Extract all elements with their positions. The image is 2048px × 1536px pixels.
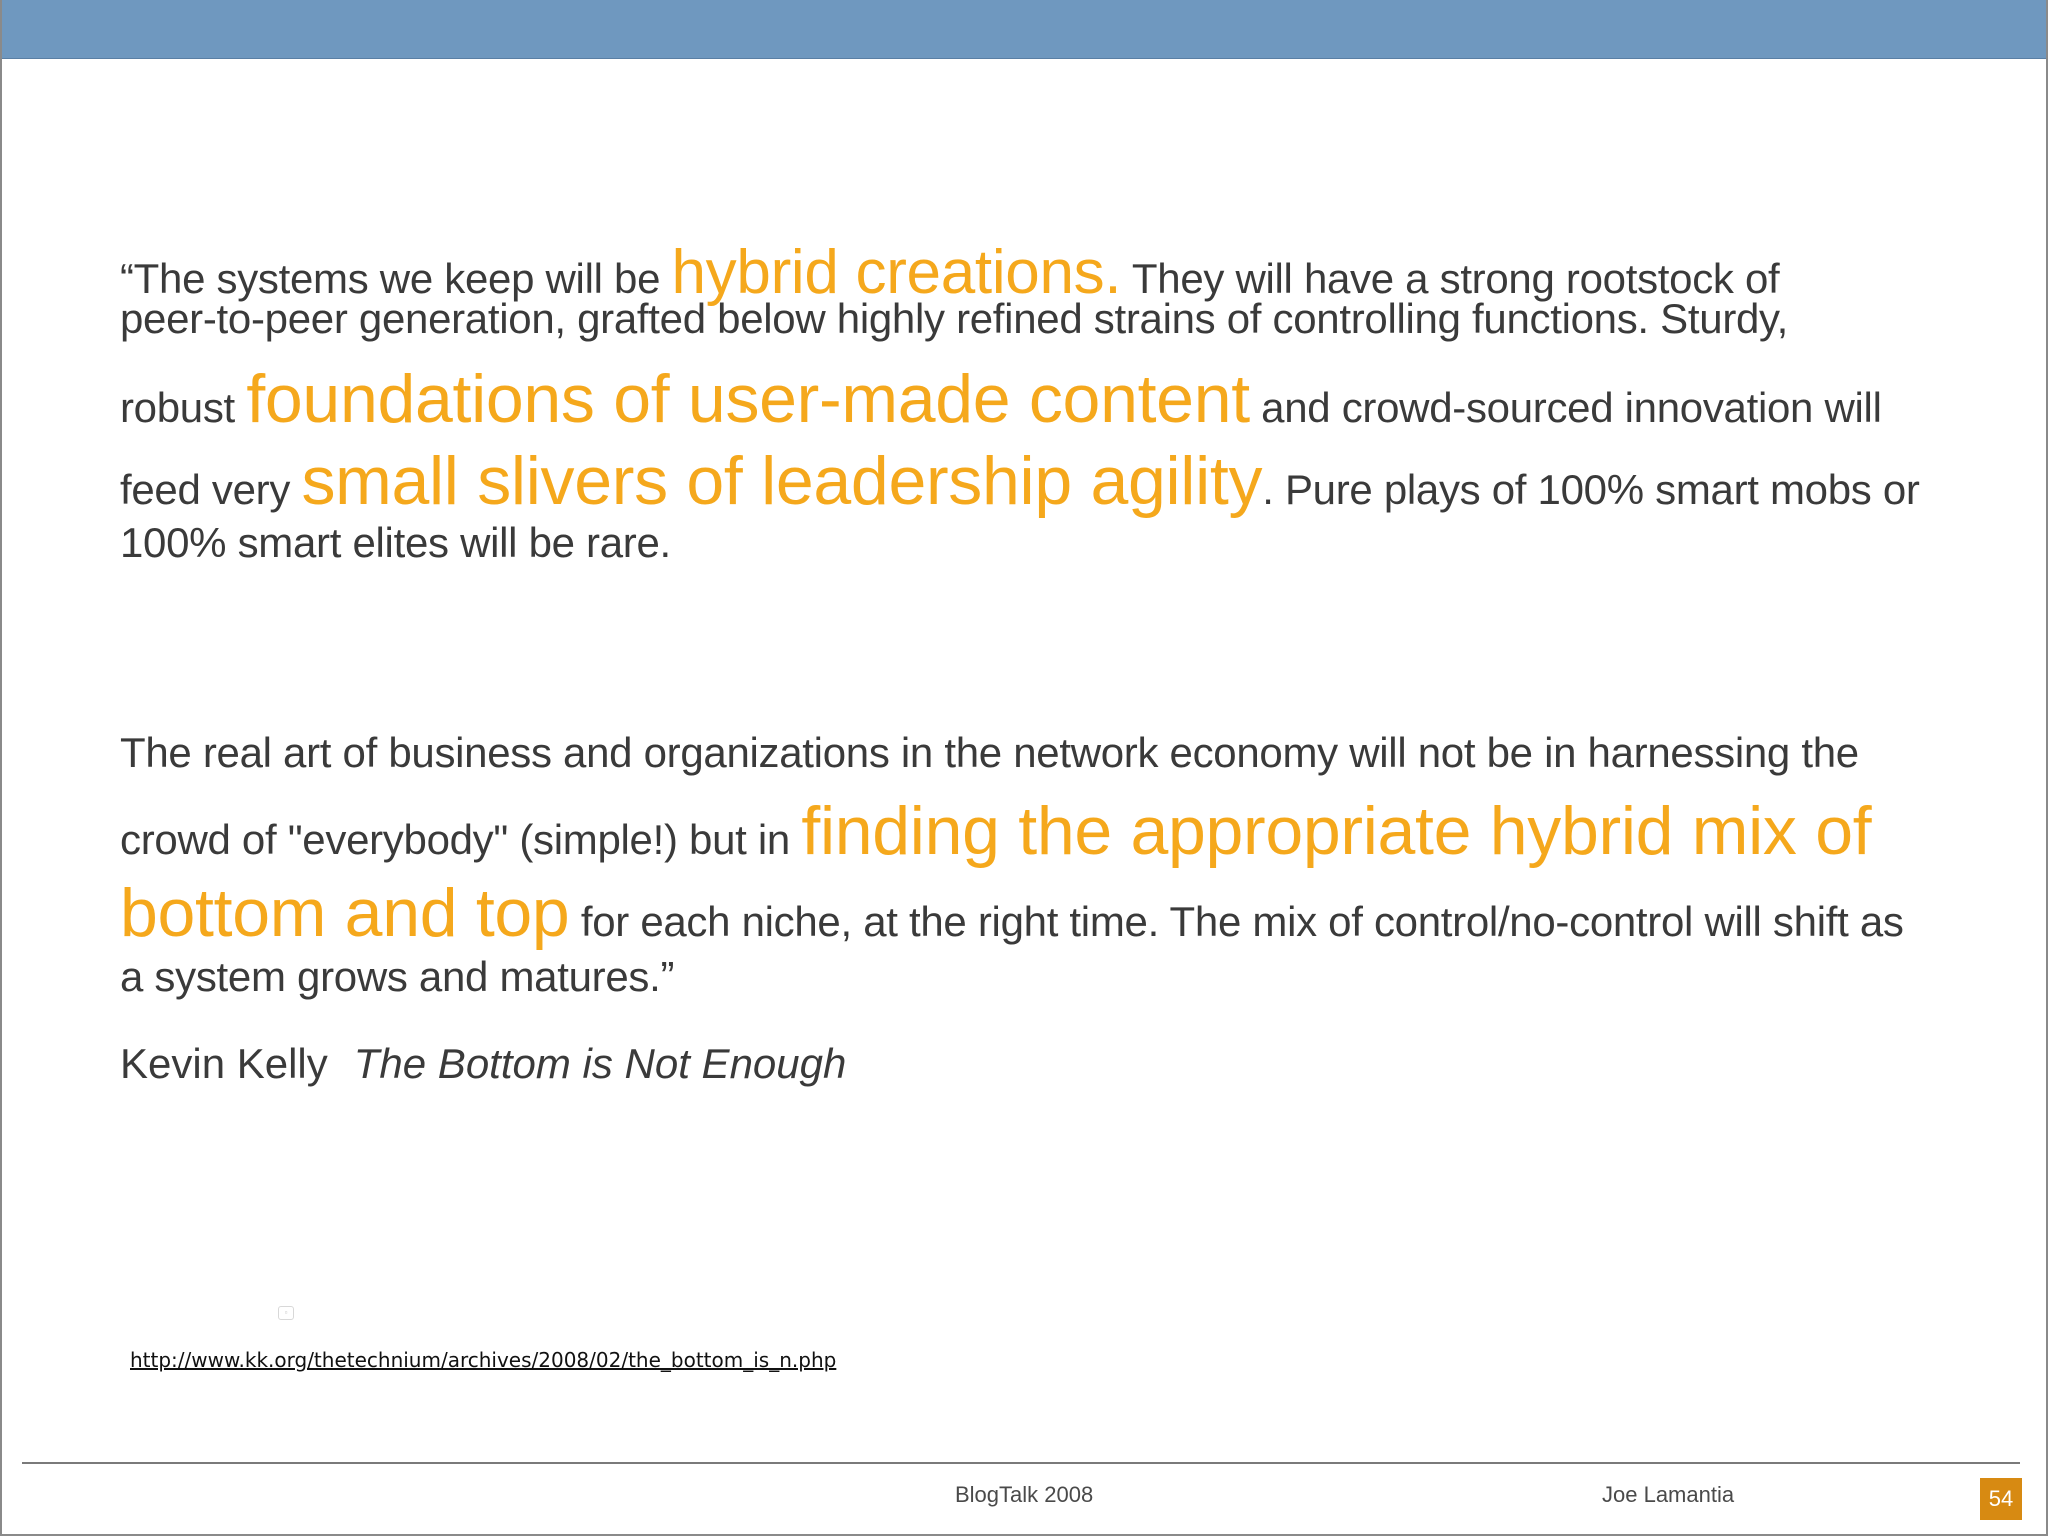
quote-line	[120, 864, 2020, 951]
attribution	[120, 1040, 846, 1088]
quote-line	[120, 430, 2020, 519]
footer-divider	[22, 1462, 2020, 1464]
source-link[interactable]: http://www.kk.org/thetechnium/archives/2008/02/the_bottom_is_n.php	[130, 1348, 837, 1372]
footer-presenter: Joe Lamantia	[1602, 1482, 1735, 1507]
page-number-badge: 54	[1980, 1478, 2022, 1520]
author-name: Kevin Kelly	[120, 1040, 328, 1087]
quote-text: . Pure plays of 100% smart mobs or	[1262, 466, 1920, 513]
quote-text: for each niche, at the right time. The mix of control/no-control will shift as	[569, 898, 1904, 945]
quote-text: and crowd-sourced innovation will	[1249, 384, 1882, 431]
quote-text: They will have a strong rootstock of	[1121, 255, 1780, 302]
quote-text: 100% smart elites will be rare.	[120, 519, 671, 566]
highlight-phrase: hybrid creations.	[671, 238, 1122, 307]
footer-event: BlogTalk 2008	[955, 1482, 1094, 1507]
quote-line	[120, 228, 2020, 307]
quote-text: “The systems we keep will be	[120, 255, 672, 302]
highlight-phrase: foundations of user-made content	[246, 361, 1250, 437]
quote-text: feed very	[120, 466, 302, 513]
quote-text: The real art of business and organizations in the network economy will not be in harnessing the	[120, 729, 1859, 776]
quote-line	[120, 722, 2020, 782]
quote-paragraph-2	[120, 722, 2020, 1002]
quote-line	[120, 782, 2020, 869]
highlight-phrase: small slivers of leadership agility	[301, 443, 1263, 519]
quote-line	[120, 512, 2020, 568]
quote-line	[120, 288, 2020, 348]
quote-line	[120, 348, 2020, 437]
quote-text: peer-to-peer generation, grafted below highly refined strains of controlling functions. Sturdy,	[120, 295, 1789, 342]
highlight-phrase: bottom and top	[120, 875, 570, 951]
quote-line	[120, 946, 2020, 1002]
quote-text: a system grows and matures.”	[120, 953, 675, 1000]
highlight-phrase: finding the appropriate hybrid mix of	[801, 793, 1872, 869]
placeholder-icon: ▫	[278, 1306, 294, 1320]
header-bar	[2, 0, 2048, 59]
quote-text: crowd of "everybody" (simple!) but in	[120, 816, 802, 863]
quote-paragraph-1	[120, 228, 2020, 568]
work-title: The Bottom is Not Enough	[353, 1040, 847, 1087]
quote-text: robust	[120, 384, 247, 431]
